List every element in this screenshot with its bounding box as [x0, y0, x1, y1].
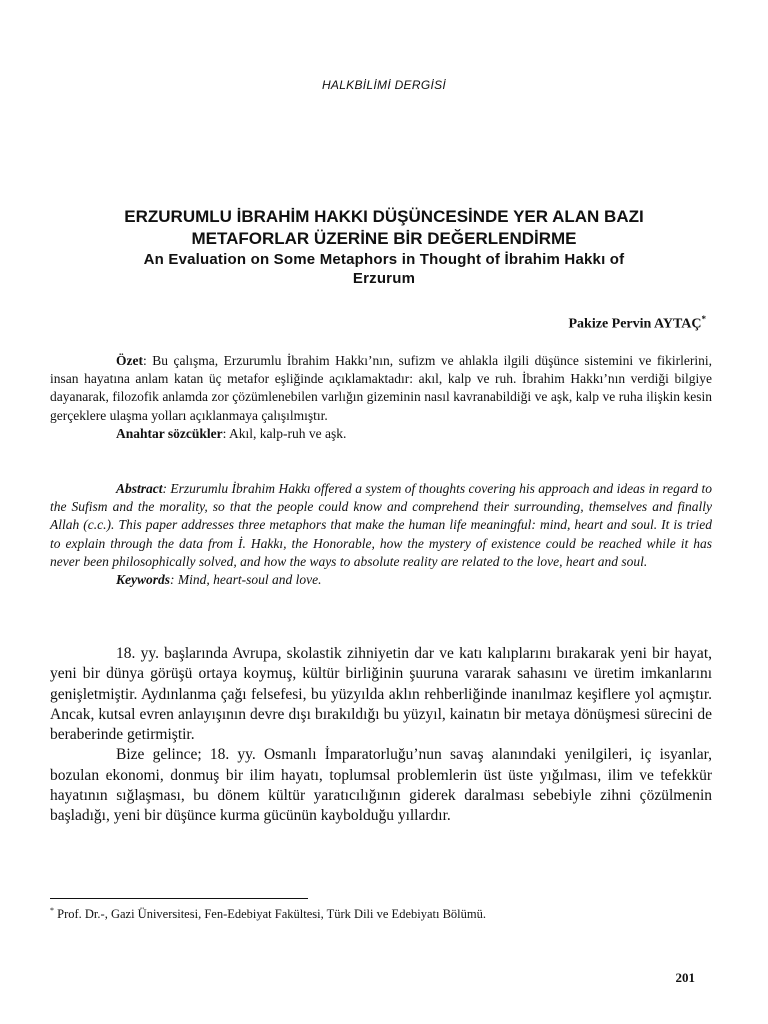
footnote-mark: *	[50, 906, 54, 915]
turkish-abstract-body	[50, 352, 712, 425]
turkish-abstract-text: : Bu çalışma, Erzurumlu İbrahim Hakkı’nın, sufizm ve ahlakla ilgili düşünce sistemini ve fikirlerini, insan hayatına anlam katan üç metafor eşliğinde açıklamaktadır: akıl, kalp ve ruh. İbrahim Hakkı’nın verdiği bilgiye dayanarak, filozofik anlamda zor çözümlenebilen varlığın gizeminin nasıl kavranabildiği ve aşk, kalp ve ruha ilişkin kesin gerçeklere ulaşma yolları açıklanmaya çalışılmıştır.	[50, 353, 712, 423]
title-english-line-1: An Evaluation on Some Metaphors in Thought of İbrahim Hakkı of	[143, 251, 625, 268]
english-abstract	[50, 480, 712, 589]
page-number: 201	[675, 970, 695, 985]
turkish-keywords-text: : Akıl, kalp-ruh ve aşk.	[222, 425, 347, 441]
english-abstract-label: Abstract	[116, 481, 163, 496]
title-english-line-2: Erzurum	[352, 270, 416, 287]
journal-header: HALKBİLİMİ DERGİSİ	[321, 78, 447, 92]
footnote-text: Prof. Dr.-, Gazi Üniversitesi, Fen-Edebiyat Fakültesi, Türk Dili ve Edebiyatı Bölümü.	[54, 907, 486, 922]
author	[569, 314, 707, 333]
title-turkish-line-2: METAFORLAR ÜZERİNE BİR DEĞERLENDİRME	[191, 229, 577, 248]
turkish-abstract-label: Özet	[116, 353, 143, 368]
author-name: Pakize Pervin AYTAÇ	[568, 316, 702, 332]
body-paragraph-1: 18. yy. başlarında Avrupa, skolastik zihniyetin dar ve katı kalıplarını bırakarak yeni bir hayat, yeni bir dünya görüşü ortaya koymuş, kültür birliğinin şuuruna vararak sahasını ve üretim imkanlarını genişletmiştir. Aydınlanma çağı felsefesi, bu yüzyılda aklın rehberliğinde inanılmaz keşiflere yol açmıştır. Ancak, kutsal evren anlayışının devre dışı bırakıldığı bu yüzyıl, kainatın bir metaya dönüşmesi sürecini de beraberinde getirmiştir.	[50, 645, 712, 744]
title-turkish-line-1: ERZURUMLU İBRAHİM HAKKI DÜŞÜNCESİNDE YER ALAN BAZI	[124, 207, 644, 226]
english-keywords-label: Keywords	[116, 572, 170, 588]
english-keywords	[50, 571, 712, 589]
turkish-abstract	[50, 352, 712, 443]
author-footnote-mark: *	[701, 314, 706, 324]
turkish-keywords	[50, 425, 712, 443]
footnote	[50, 906, 712, 922]
body-paragraph-2: Bize gelince; 18. yy. Osmanlı İmparatorluğu’nun savaş alanındaki yenilgileri, iç isyanlar, bozulan ekonomi, donmuş bir ilim hayatı, toplumsal problemlerin üst üste yığılması, ilim ve tefekkür hayatının sığlaşması, bu dönem kültür yaratıcılığının giderek daralması sebebiyle zihni çözülmenin başladığı, yeni bir düşünce kurma gücünün kaybolduğu yıllardır.	[50, 746, 712, 825]
english-abstract-body	[50, 480, 712, 571]
article-body	[50, 644, 712, 827]
turkish-keywords-label: Anahtar sözcükler	[116, 425, 223, 441]
article-title	[40, 206, 728, 288]
english-keywords-text: : Mind, heart-soul and love.	[170, 572, 322, 588]
footnote-divider	[50, 898, 308, 899]
english-abstract-text: : Erzurumlu İbrahim Hakkı offered a system of thoughts covering his approach and ideas in regard to the Sufism and the morality, so that the people could know and comprehend their surrounding, themselves and finally Allah (c.c.). This paper addresses three metaphors that make the human life meaningful: mind, heart and soul. It is tried to explain through the data from İ. Hakkı, the Honorable, how the mystery of existence could be reached while it has never been philosophically solved, and how the ways to absolute reality are related to the love, heart and soul.	[50, 481, 712, 569]
